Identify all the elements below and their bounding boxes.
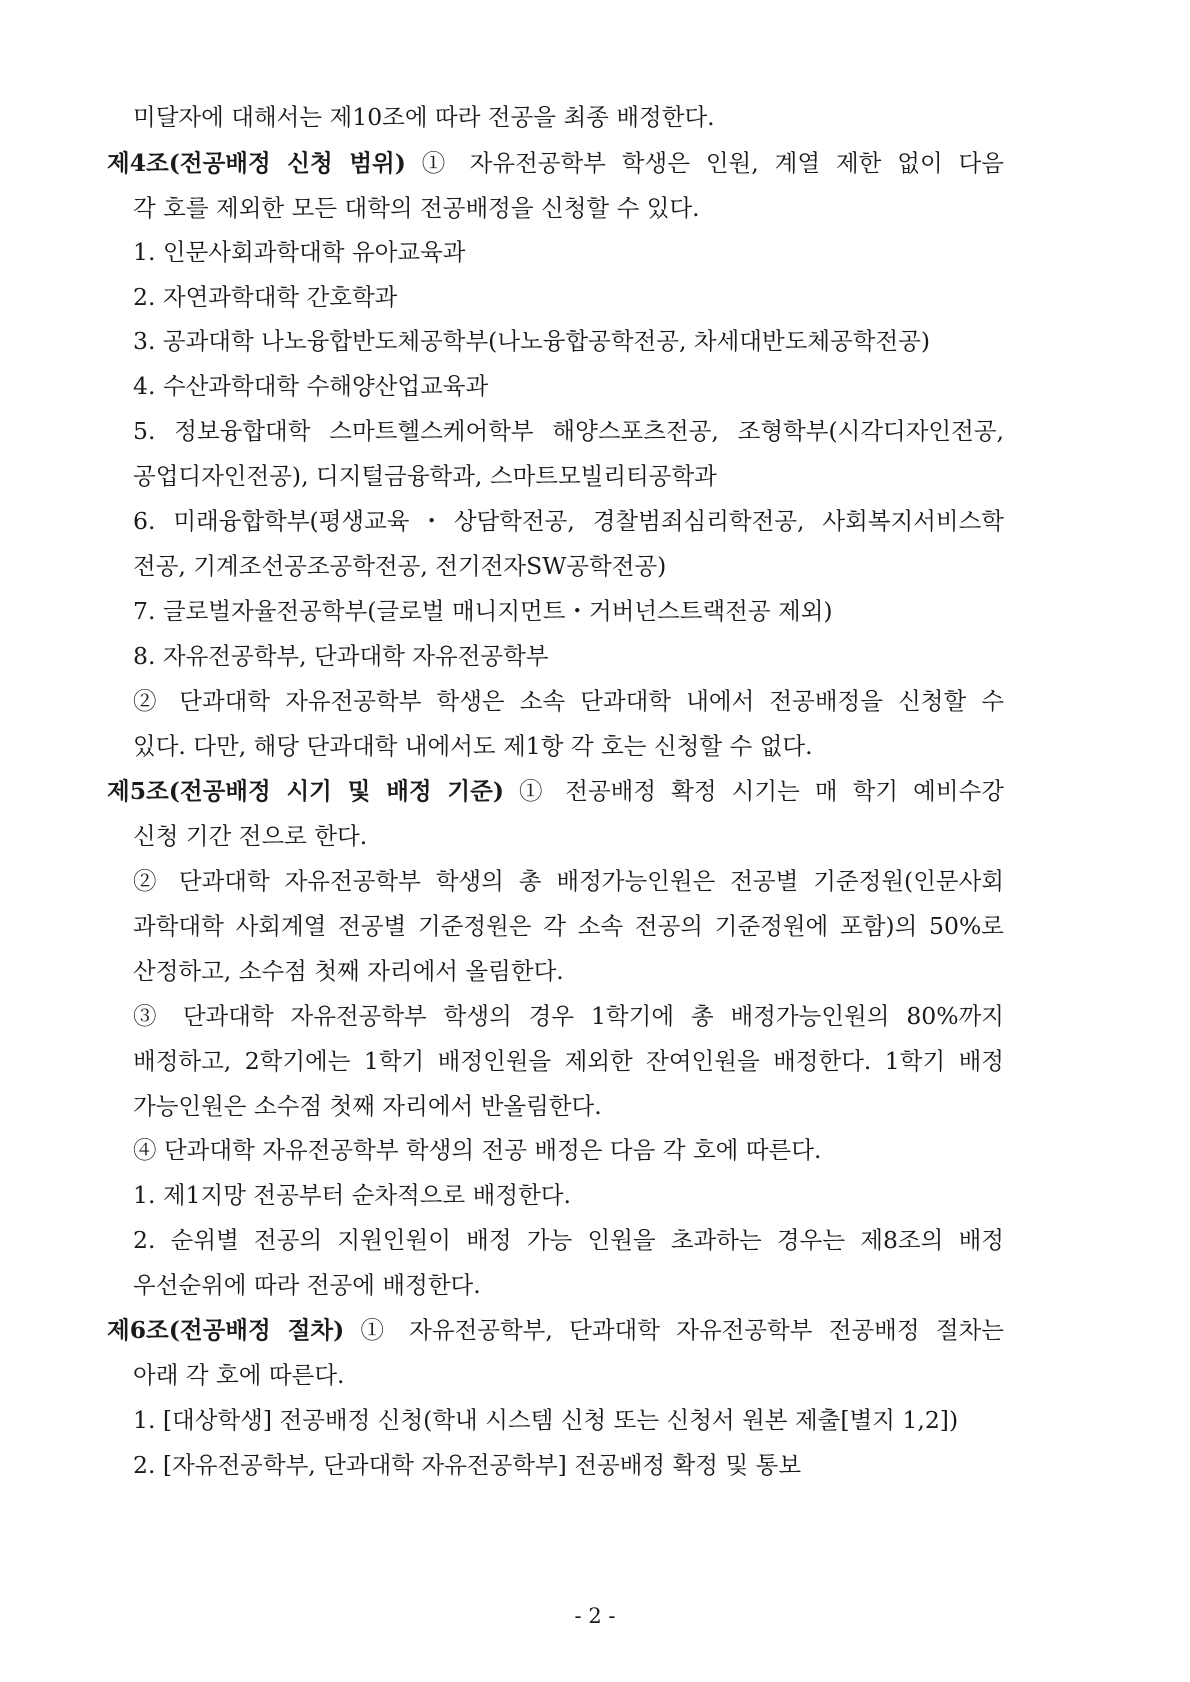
page-number: - 2 - — [574, 1604, 616, 1628]
list-item: 8. 자유전공학부, 단과대학 자유전공학부 — [133, 642, 549, 670]
list-item: 2. 순위별 전공의 지원인원이 배정 가능 인원을 초과하는 경우는 제8조의 배정 — [133, 1226, 1004, 1254]
list-item: 6. 미래융합학부(평생교육・상담학전공, 경찰범죄심리학전공, 사회복지서비스학 — [133, 507, 1004, 535]
text-line: 있다. 다만, 해당 단과대학 내에서도 제1항 각 호는 신청할 수 없다. — [133, 732, 813, 760]
article-heading: 제6조(전공배정 절차) — [107, 1316, 345, 1344]
list-item: 1. 제1지망 전공부터 순차적으로 배정한다. — [133, 1181, 571, 1209]
paragraph-line: ② 단과대학 자유전공학부 학생의 총 배정가능인원은 전공별 기준정원(인문사회 — [133, 867, 1004, 895]
list-item: 4. 수산과학대학 수해양산업교육과 — [133, 372, 489, 400]
list-item: 7. 글로벌자율전공학부(글로벌 매니지먼트・거버넌스트랙전공 제외) — [133, 597, 833, 625]
paragraph-line: 과학대학 사회계열 전공별 기준정원은 각 소속 전공의 기준정원에 포함)의 50%로 — [133, 912, 1004, 940]
article-5-line — [107, 775, 1004, 807]
article-heading: 제5조(전공배정 시기 및 배정 기준) — [107, 777, 504, 805]
list-item: 5. 정보융합대학 스마트헬스케어학부 해양스포츠전공, 조형학부(시각디자인전공, — [133, 417, 1004, 445]
text-line: 미달자에 대해서는 제10조에 따라 전공을 최종 배정한다. — [133, 103, 715, 131]
list-item: 1. [대상학생] 전공배정 신청(학내 시스템 신청 또는 신청서 원본 제출[별지 1,2]) — [133, 1406, 959, 1434]
text-line: 우선순위에 따라 전공에 배정한다. — [133, 1271, 481, 1299]
list-item: 3. 공과대학 나노융합반도체공학부(나노융합공학전공, 차세대반도체공학전공) — [133, 327, 931, 355]
text-line: 가능인원은 소수점 첫째 자리에서 반올림한다. — [133, 1092, 602, 1120]
article-text: ① 전공배정 확정 시기는 매 학기 예비수강 — [503, 777, 1004, 805]
text-line: 산정하고, 소수점 첫째 자리에서 올림한다. — [133, 957, 564, 985]
text-line: 각 호를 제외한 모든 대학의 전공배정을 신청할 수 있다. — [133, 194, 700, 222]
text-line: 아래 각 호에 따른다. — [133, 1361, 345, 1389]
paragraph-line: 배정하고, 2학기에는 1학기 배정인원을 제외한 잔여인원을 배정한다. 1학기 배정 — [133, 1047, 1004, 1075]
text-line: 신청 기간 전으로 한다. — [133, 822, 368, 850]
paragraph-line: ③ 단과대학 자유전공학부 학생의 경우 1학기에 총 배정가능인원의 80%까지 — [133, 1002, 1004, 1030]
article-text: ① 자유전공학부, 단과대학 자유전공학부 전공배정 절차는 — [344, 1316, 1004, 1344]
text-line: 전공, 기계조선공조공학전공, 전기전자SW공학전공) — [133, 552, 667, 580]
article-heading: 제4조(전공배정 신청 범위) — [107, 149, 406, 177]
article-text: ① 자유전공학부 학생은 인원, 계열 제한 없이 다음 — [405, 149, 1004, 177]
paragraph-line: ② 단과대학 자유전공학부 학생은 소속 단과대학 내에서 전공배정을 신청할 수 — [133, 687, 1004, 715]
text-line: 공업디자인전공), 디지털금융학과, 스마트모빌리티공학과 — [133, 462, 717, 490]
article-6-line — [107, 1314, 1004, 1346]
list-item: 2. 자연과학대학 간호학과 — [133, 283, 398, 311]
article-4-line — [107, 147, 1004, 179]
list-item: 1. 인문사회과학대학 유아교육과 — [133, 238, 466, 266]
paragraph-line: ④ 단과대학 자유전공학부 학생의 전공 배정은 다음 각 호에 따른다. — [133, 1136, 822, 1164]
list-item: 2. [자유전공학부, 단과대학 자유전공학부] 전공배정 확정 및 통보 — [133, 1451, 802, 1479]
